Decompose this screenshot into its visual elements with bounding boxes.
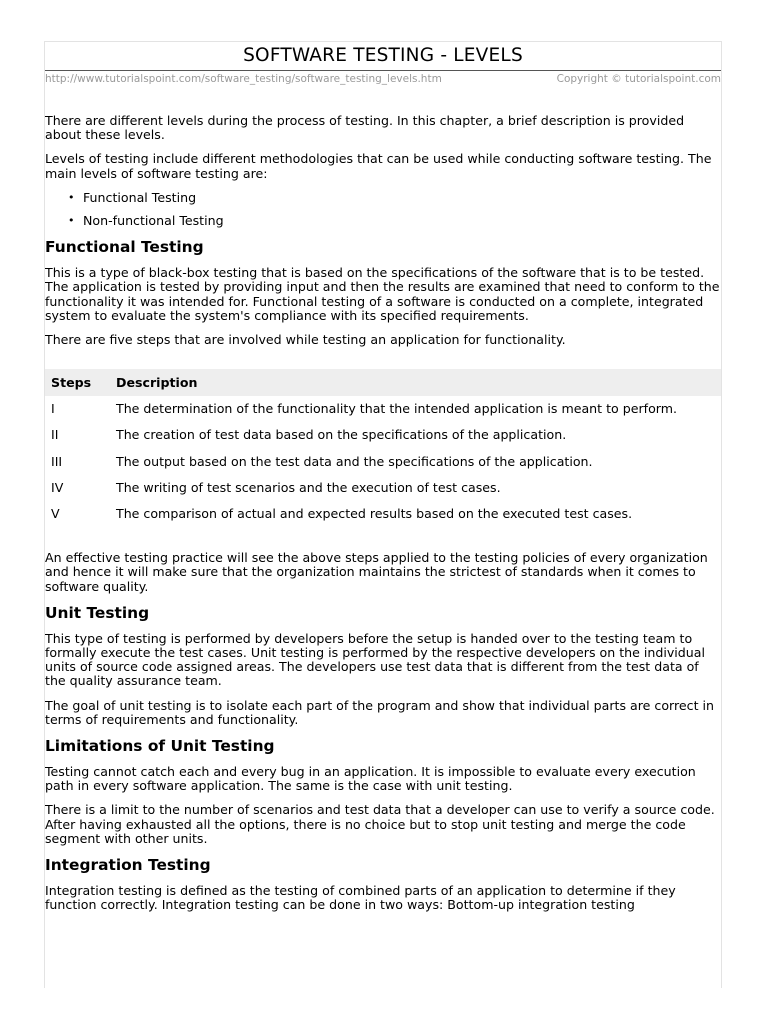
- table-row: [45, 449, 722, 475]
- section-heading-unit: Unit Testing: [45, 603, 150, 622]
- description-cell: The determination of the functionality that the intended application is meant to perform.: [116, 401, 678, 417]
- table-row: [45, 422, 722, 448]
- step-cell: IV: [51, 479, 64, 495]
- integration-paragraph-1: Integration testing is defined as the testing of combined parts of an application to determine if they function correctly. Integration testing can be done in two ways: Bottom-up integration testing: [45, 883, 676, 913]
- source-url: http://www.tutorialspoint.com/software_testing/software_testing_levels.htm: [45, 73, 442, 85]
- list-item: • Functional Testing: [83, 191, 722, 205]
- section-heading-functional: Functional Testing: [45, 238, 204, 257]
- intro-paragraph-1: There are different levels during the process of testing. In this chapter, a brief description is provided about these levels.: [45, 113, 685, 143]
- table-row: [45, 501, 722, 527]
- step-cell: V: [51, 506, 60, 522]
- article-content: [45, 114, 722, 923]
- description-cell: The output based on the test data and the specifications of the application.: [116, 453, 593, 469]
- functional-steps-table: [45, 369, 722, 527]
- section-heading-integration: Integration Testing: [45, 856, 211, 875]
- page-title: SOFTWARE TESTING - LEVELS: [243, 45, 523, 66]
- section-heading-limitations: Limitations of Unit Testing: [45, 737, 275, 756]
- table-header-row: [45, 369, 722, 396]
- document-page: [44, 41, 722, 988]
- description-cell: The comparison of actual and expected results based on the executed test cases.: [116, 506, 633, 522]
- table-row: [45, 475, 722, 501]
- step-cell: I: [51, 401, 55, 417]
- list-item: • Non-functional Testing: [83, 214, 722, 228]
- table-row: [45, 396, 722, 422]
- limitations-paragraph-1: Testing cannot catch each and every bug in an application. It is impossible to evaluate every execution path in every software application. The same is the case with unit testing.: [45, 764, 696, 794]
- functional-paragraph-1: This is a type of black-box testing that is based on the specifications of the software that is to be tested. The application is tested by providing input and then the results are examined that need to conform to the functionality it was intended for. Functional testing of a software is conducted on a complete, integrated system to evaluate the system's compliance with its specified requirements.: [45, 265, 720, 323]
- unit-paragraph-2: The goal of unit testing is to isolate each part of the program and show that individual parts are correct in terms of requirements and functionality.: [45, 697, 714, 727]
- limitations-paragraph-2: There is a limit to the number of scenarios and test data that a developer can use to verify a source code. After having exhausted all the options, there is no choice but to stop unit testing and merge the code segment with other units.: [45, 802, 715, 846]
- column-header-steps: Steps: [45, 369, 110, 396]
- testing-levels-list: [45, 191, 722, 228]
- title-divider: [45, 70, 721, 71]
- step-cell: III: [51, 453, 63, 469]
- step-cell: II: [51, 427, 59, 443]
- intro-paragraph-2: Levels of testing include different methodologies that can be used while conducting software testing. The main levels of software testing are:: [45, 151, 712, 181]
- functional-paragraph-3: An effective testing practice will see the above steps applied to the testing policies of every organization and hence it will make sure that the organization maintains the strictest of standards when it comes to software quality.: [45, 550, 708, 594]
- description-cell: The writing of test scenarios and the execution of test cases.: [116, 479, 501, 495]
- functional-paragraph-2: There are five steps that are involved while testing an application for functionality.: [45, 332, 566, 348]
- unit-paragraph-1: This type of testing is performed by developers before the setup is handed over to the testing team to formally execute the test cases. Unit testing is performed by the respective developers on the individual units of source code assigned areas. The developers use test data that is different from the test data of the quality assurance team.: [45, 630, 705, 689]
- description-cell: The creation of test data based on the specifications of the application.: [116, 427, 567, 443]
- column-header-description: Description: [110, 369, 722, 396]
- copyright-notice: Copyright © tutorialspoint.com: [556, 73, 721, 85]
